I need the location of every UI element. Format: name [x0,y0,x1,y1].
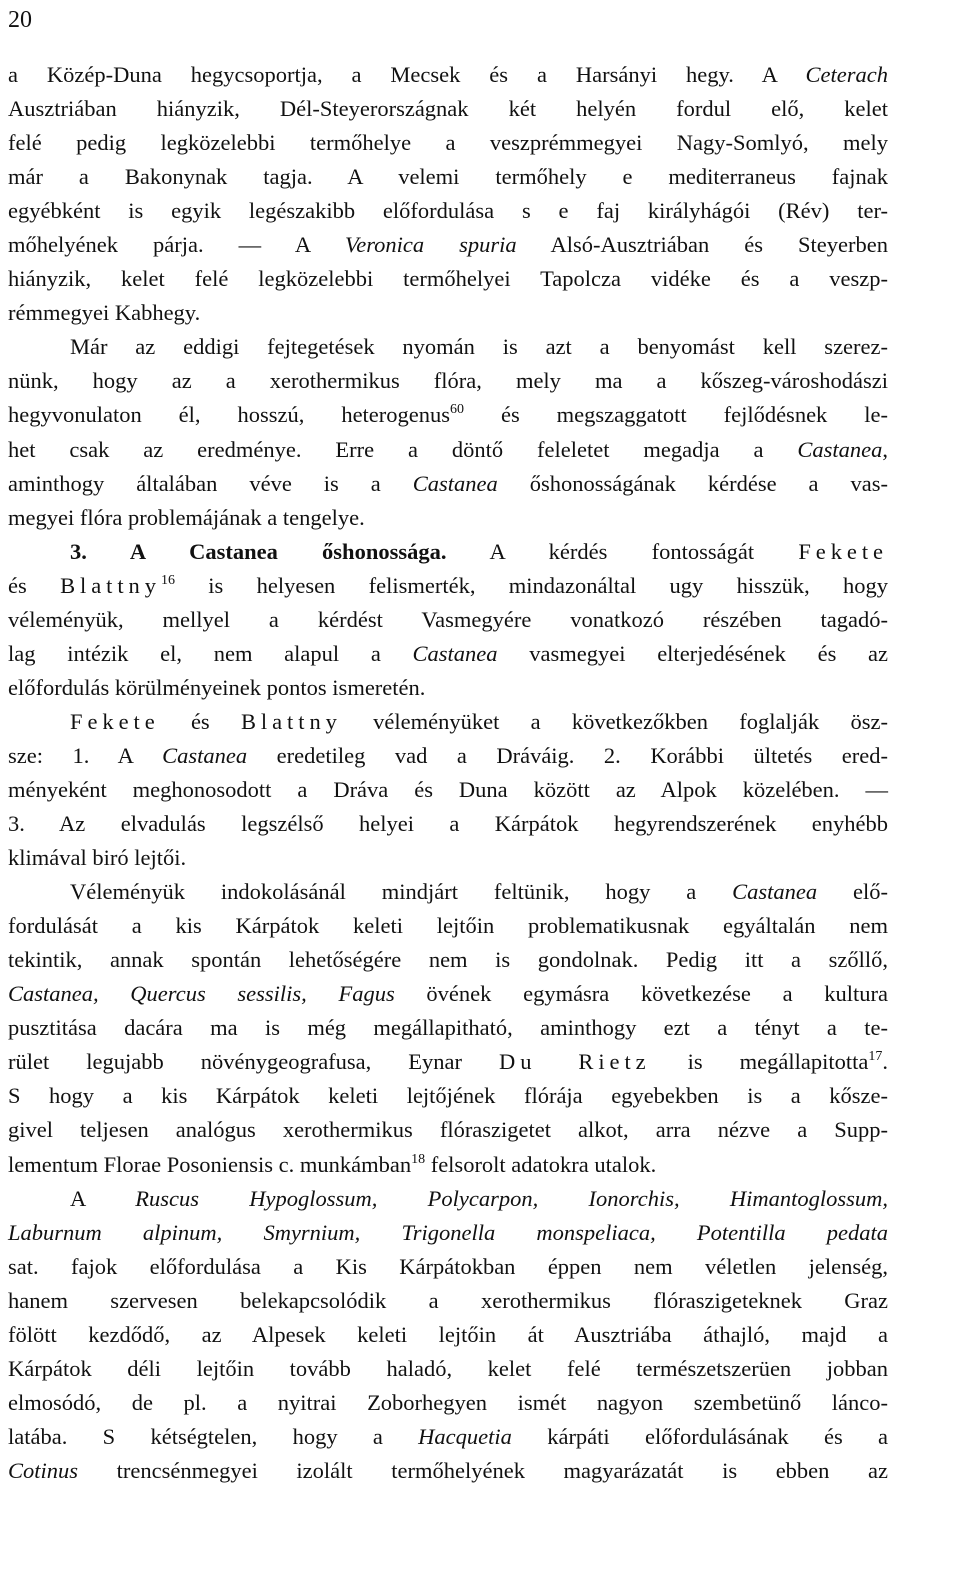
text-run: fölött kezdődő, az Alpesek keleti lejtőin át Ausztriába áthajló, majd a [8,1321,888,1347]
text-line [8,228,888,262]
text-run: klimával biró lejtői. [8,845,187,871]
text-run: megyei flóra problemájának a tengelye. [8,504,365,530]
text-line [8,671,888,705]
italic-term: Castanea [797,436,883,462]
footnote-ref: 17 [868,1049,883,1065]
text-line [8,841,888,875]
text-line [8,467,888,501]
text-run: rémmegyei Kabhegy. [8,300,201,326]
text-line [8,1352,888,1386]
text-line [8,603,888,637]
text-run: trencsénmegyei izolált termőhelyének magyarázatát is ebben az [78,1457,888,1483]
text-run: het csak az eredménye. Erre a döntő feleletet megadja a [8,436,798,462]
text-run: Kárpátok déli lejtőin tovább haladó, kelet felé természetszerüen jobban [8,1355,888,1381]
section-heading: 3. A Castanea őshonossága. [70,538,447,564]
text-run: pusztitása dacára ma is még megállapitható, aminthogy ezt a tényt a te- [8,1015,888,1041]
text-run: a Közép-Duna hegycsoportja, a Mecsek és a Harsányi hegy. A [8,62,806,87]
text-run: is helyesen felismerték, mindazonáltal ugy hisszük, hogy [174,572,888,598]
text-line [8,92,888,126]
text-run: aminthogy általában véve is a [8,470,413,496]
text-line [8,705,888,739]
text-line [8,1079,888,1113]
text-run: tekintik, annak spontán lehetőségére nem is gondolnak. Pedig itt a szőllő, [8,947,888,973]
text-run: Alsó-Ausztriában és Steyerben [516,232,888,258]
text-line [8,535,888,569]
italic-term: Castanea [732,879,818,905]
text-run: véleményük, mellyel a kérdést Vasmegyére vonatkozó részében tagadó- [8,606,888,632]
text-line [8,1386,888,1420]
text-line [8,194,888,228]
text-run: felsorolt adatokra utalok. [425,1151,657,1177]
italic-term: Castanea [162,742,248,768]
text-run: felé pedig legközelebbi termőhelye a veszprémmegyei Nagy-Somlyó, mely [8,130,888,156]
text-line [8,1216,888,1250]
text-run: lag intézik el, nem alapul a [8,640,413,666]
footnote-ref: 18 [411,1151,426,1167]
text-run: hegyvonulaton él, hosszú, heterogenus [8,402,451,428]
text-line [8,398,888,432]
text-run: rület legujabb növénygeografusa, Eynar [8,1049,500,1075]
text-line [8,1250,888,1284]
italic-term: Cotinus [8,1457,79,1483]
text-run: kárpáti előfordulásának és a [511,1423,888,1449]
text-line [8,1420,888,1454]
text-line [8,1011,888,1045]
text-run: , [882,436,888,462]
text-line [8,875,888,909]
italic-term: Castanea [412,640,498,666]
text-run: Véleményük indokolásánál mindjárt feltünik, hogy a [70,879,733,905]
italic-term: Castanea [412,470,498,496]
text-line [8,943,888,977]
italic-term: Ruscus Hypoglossum, Polycarpon, Ionorchis, Himantoglossum, [135,1185,888,1211]
text-line [8,1318,888,1352]
text-run: latába. S kétségtelen, hogy a [8,1423,419,1449]
text-line [8,433,888,467]
text-run: elmosódó, de pl. a nyitrai Zoborhegyen ismét nagyon szembetünő lánco- [8,1389,888,1415]
spaced-name: Blattny [60,572,161,598]
text-line [8,739,888,773]
text-run: mőhelyének párja. — A [8,232,345,258]
text-run: vasmegyei elterjedésének és az [497,640,889,666]
text-run: őshonosságának kérdése a vas- [497,470,888,496]
text-run: . [882,1049,888,1075]
text-run: is megállapitotta [650,1049,869,1075]
text-line [8,364,888,398]
text-line [8,296,888,330]
text-run: 3. Az elvadulás legszélső helyei a Kárpátok hegyrendszerének enyhébb [8,811,888,837]
italic-term: Laburnum alpinum, Smyrnium, Trigonella monspeliaca, Potentilla pedata [8,1219,888,1245]
text-line [8,262,888,296]
text-line [8,1284,888,1318]
text-run: Ausztriában hiányzik, Dél-Steyerországnak két helyén fordul elő, kelet [8,96,888,122]
text-run: lementum Florae Posoniensis c. munkámban [8,1151,412,1177]
italic-term: Castanea, Quercus sessilis, Fagus [8,981,395,1007]
text-line [8,1045,888,1079]
text-run: A kérdés fontosságát [446,538,799,564]
text-line [8,1113,888,1147]
text-run: eredetileg vad a Dráváig. 2. Korábbi ültetés ered- [247,742,888,768]
text-run: givel teljesen analógus xerothermikus flóraszigetet alkot, arra nézve a Supp- [8,1117,888,1143]
text-line [8,501,888,535]
text-run: hanem szervesen belekapcsolódik a xerothermikus flóraszigeteknek Graz [8,1287,888,1313]
text-line [8,977,888,1011]
footnote-ref: 60 [450,402,465,418]
text-line [8,1182,888,1216]
spaced-name: Fekete [798,538,888,564]
italic-term: Hacquetia [418,1423,512,1449]
text-line [8,160,888,194]
text-line [8,773,888,807]
text-run: és [8,572,61,598]
spaced-name: Du Rietz [499,1049,651,1075]
text-run: A [70,1185,136,1211]
text-run: nünk, hogy az a xerothermikus flóra, mely ma a kőszeg-városhodászi [8,368,888,394]
spaced-name: Fekete [70,708,160,734]
text-run: S hogy a kis Kárpátok keleti lejtőjének flórája egyebekben is a kősze- [8,1083,888,1109]
text-run: övének egymásra következése a kultura [394,981,889,1007]
footnote-ref: 16 [160,572,175,588]
text-run: már a Bakonynak tagja. A velemi termőhely e mediterraneus fajnak [8,164,888,190]
text-run: és [159,708,241,734]
text-line [8,1148,888,1182]
text-run: véleményüket a következőkben foglalják ösz- [341,708,888,734]
italic-term: Ceterach [805,62,888,87]
text-line [8,330,888,364]
text-run: fordulását a kis Kárpátok keleti lejtőin problematikusnak egyáltalán nem [8,913,888,939]
text-line [8,126,888,160]
text-line [8,569,888,603]
text-run: sze: 1. A [8,742,163,768]
text-run: előfordulás körülményeinek pontos ismeretén. [8,674,426,700]
text-line [8,637,888,671]
text-run: és megszaggatott fejlődésnek le- [464,402,888,428]
text-run: hiányzik, kelet felé legközelebbi termőhelyei Tapolcza vidéke és a veszp- [8,266,888,292]
text-line [8,909,888,943]
text-run: elő- [817,879,888,905]
text-run: Már az eddigi fejtegetések nyomán is azt a benyomást kell szerez- [70,334,888,360]
text-line [8,58,888,92]
document-body [8,58,888,1488]
text-line [8,807,888,841]
text-run: ményeként meghonosodott a Dráva és Duna között az Alpok közelében. — [8,776,888,802]
italic-term: Veronica spuria [344,232,517,258]
spaced-name: Blattny [240,708,342,734]
text-run: egyébként is egyik legészakibb előfordulása s e faj királyhágói (Rév) ter- [8,198,888,224]
text-run: sat. fajok előfordulása a Kis Kárpátokban éppen nem véletlen jelenség, [8,1253,888,1279]
text-line [8,1454,888,1488]
page-number: 20 [8,7,32,33]
